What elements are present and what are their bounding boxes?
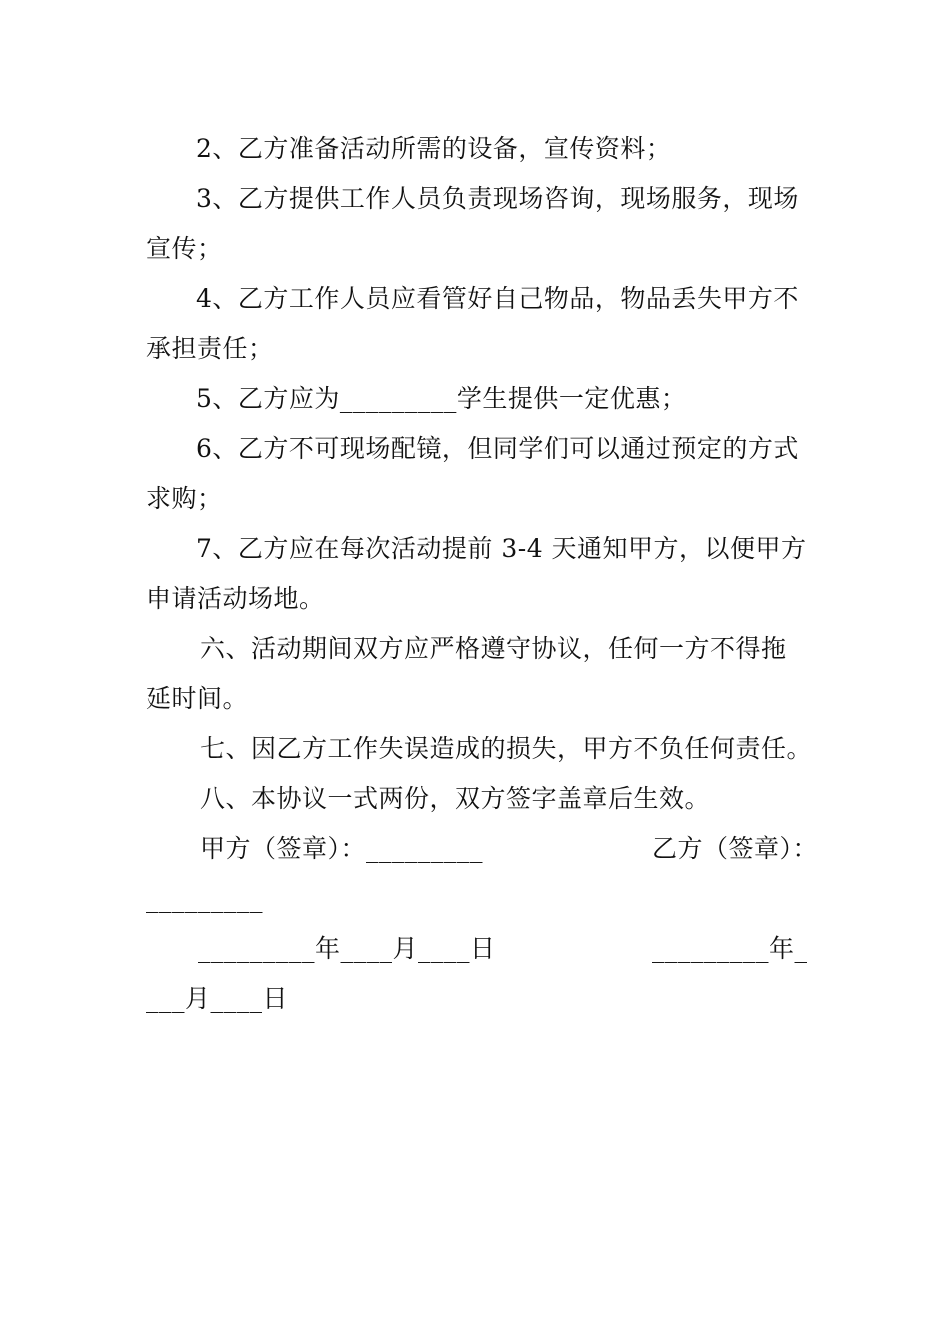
- party-b-date: _________年_: [652, 934, 808, 963]
- section-8: 八、本协议一式两份，双方签字盖章后生效。: [200, 784, 711, 813]
- clause-7-line-2: 申请活动场地。: [146, 584, 325, 613]
- party-b-date-continued: ___月____日: [146, 984, 289, 1013]
- party-a-date: _________年____月____日: [198, 934, 496, 963]
- party-a-signature: 甲方（签章）：_________: [200, 834, 484, 863]
- clause-6-line-2: 求购；: [146, 484, 223, 513]
- section-6-line-2: 延时间。: [146, 684, 249, 713]
- clause-5: 5、乙方应为_________学生提供一定优惠；: [196, 384, 687, 413]
- party-b-signature-blank: _________: [146, 884, 263, 913]
- clause-4-line-2: 承担责任；: [146, 334, 274, 363]
- clause-7-line-1: 7、乙方应在每次活动提前 3-4 天通知甲方，以便甲方: [196, 534, 807, 563]
- clause-3-line-1: 3、乙方提供工作人员负责现场咨询，现场服务，现场: [196, 184, 799, 213]
- clause-3-line-2: 宣传；: [146, 234, 223, 263]
- clause-2: 2、乙方准备活动所需的设备，宣传资料；: [196, 134, 672, 163]
- clause-6-line-1: 6、乙方不可现场配镜，但同学们可以通过预定的方式: [196, 434, 799, 463]
- clause-4-line-1: 4、乙方工作人员应看管好自己物品，物品丢失甲方不: [196, 284, 799, 313]
- section-7: 七、因乙方工作失误造成的损失，甲方不负任何责任。: [200, 734, 813, 763]
- party-b-signature: 乙方（签章）：: [652, 834, 819, 863]
- section-6-line-1: 六、活动期间双方应严格遵守协议，任何一方不得拖: [200, 634, 787, 663]
